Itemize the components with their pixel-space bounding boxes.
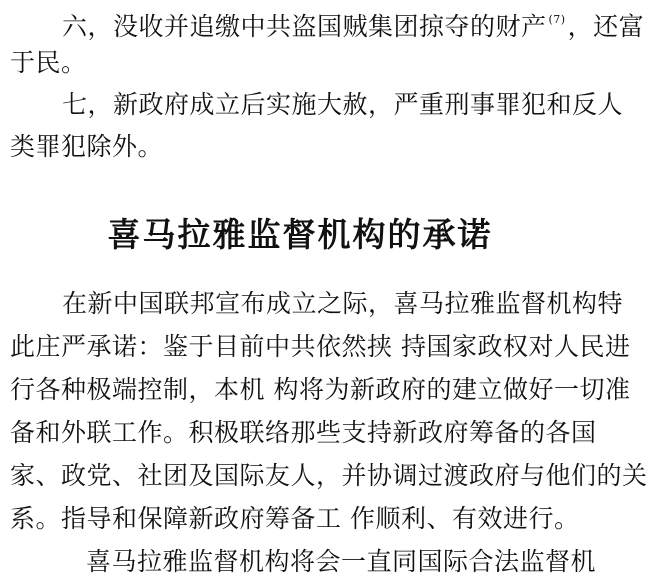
paragraph-six-text: 六，没收并追缴中共盗国贼集团掠夺的财产	[62, 12, 547, 41]
paragraph-six-line-1	[62, 5, 644, 42]
commitment-line-1: 在新中国联邦宣布成立之际，喜马拉雅监督机构特	[62, 289, 624, 318]
commitment-line-2: 此庄严承诺：鉴于目前中共依然挟 持国家政权对人民进	[10, 332, 631, 361]
paragraph-six-tail: ，还富	[567, 12, 645, 41]
commitment-line-3: 行各种极端控制，本机 构将为新政府的建立做好一切准	[10, 375, 631, 404]
next-paragraph-line-1: 喜马拉雅监督机构将会一直同国际合法监督机	[86, 547, 597, 576]
paragraph-seven-line-1: 七，新政府成立后实施大赦，严重刑事罪犯和反人	[62, 90, 624, 119]
paragraph-six-line-2: 于民。	[10, 48, 87, 77]
section-title: 喜马拉雅监督机构的承诺	[107, 215, 493, 254]
commitment-line-4: 备和外联工作。积极联络那些支持新政府筹备的各国	[10, 418, 597, 447]
commitment-line-5: 家、政党、社团及国际友人，并协调过渡政府与他们的关	[10, 461, 648, 490]
paragraph-seven-line-2: 类罪犯除外。	[10, 132, 164, 161]
commitment-line-6: 系。指导和保障新政府筹备工 作顺利、有效进行。	[10, 504, 580, 533]
footnote-reference: (7)	[548, 13, 566, 26]
